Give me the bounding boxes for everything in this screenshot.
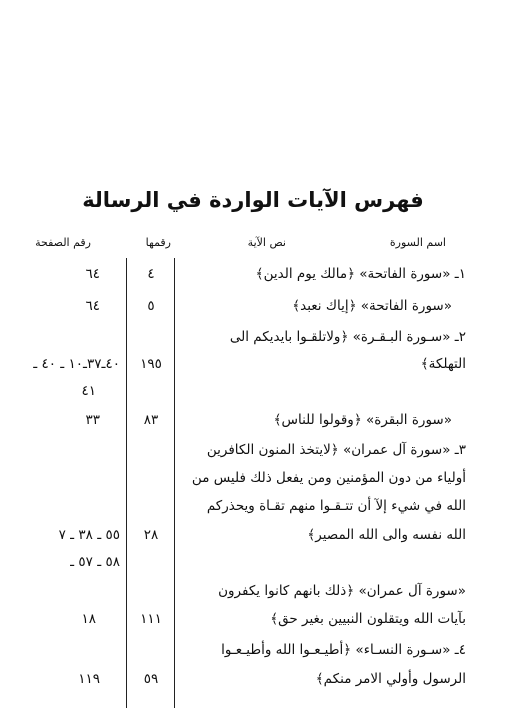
page-reference: ٦٤ xyxy=(85,298,100,314)
verse-line: ٤ـ «سـورة النسـاء» ﴿أطيـعـوا الله وأطيـعـوا xyxy=(221,642,466,658)
verse-line: «سورة البقرة» ﴿وقولوا للناس﴾ xyxy=(273,412,452,428)
page-title: فهرس الآيات الواردة في الرسالة xyxy=(82,188,424,212)
column-divider-verse xyxy=(174,258,175,708)
verse-line: أولياء من دون المؤمنين ومن يفعل ذلك فليس من xyxy=(191,470,466,486)
verse-line: ٢ـ «سـورة البـقـرة» ﴿ولاتلقـوا بايديكم الى xyxy=(229,329,466,345)
verse-line: التهلكة﴾ xyxy=(420,356,466,372)
column-divider-number xyxy=(126,258,127,708)
verse-line: الله نفسه والى الله المصير﴾ xyxy=(307,527,466,543)
page-reference: ٣٣ xyxy=(85,412,100,428)
verse-line: ١ـ «سورة الفاتحة» ﴿مالك يوم الدين﴾ xyxy=(255,266,466,282)
verse-line: «سورة الفاتحة» ﴿إياك نعبد﴾ xyxy=(292,298,452,314)
verse-line: الله في شيء إلآ أن تتـقـوا منهم تقـاة ويحذركم xyxy=(206,498,466,514)
page-reference: ١٨ xyxy=(81,611,96,627)
page-reference: ١١٩ xyxy=(78,671,100,687)
verse-line: ٣ـ «سورة آل عمران» ﴿لايتخذ المنون الكافرين xyxy=(206,442,466,458)
verse-number: ١٩٥ xyxy=(140,356,162,372)
verse-number: ٥ xyxy=(147,298,155,314)
page-reference: ٤١ xyxy=(81,383,96,399)
verse-number: ٥٩ xyxy=(143,671,159,687)
verse-line: بآيات الله ويتقلون النبيين بغير حق﴾ xyxy=(270,611,466,627)
page-reference: ٥٨ ـ ٥٧ ـ xyxy=(70,554,120,570)
header-verse: نص الآية xyxy=(247,236,286,249)
verse-number: ١١١ xyxy=(140,611,162,627)
header-page: رقم الصفحة xyxy=(35,236,91,249)
verse-number: ٨٣ xyxy=(143,412,159,428)
verse-line: «سورة آل عمران» ﴿ذلك بانهم كانوا يكفرون xyxy=(218,583,466,599)
verse-number: ٤ xyxy=(147,266,155,282)
page-reference: ٤٠ـ٣٧ـ١٠ ـ ٤٠ ـ xyxy=(33,356,120,372)
verse-number: ٢٨ xyxy=(143,527,159,543)
page-reference: ٦٤ xyxy=(85,266,100,282)
header-surah: اسم السورة xyxy=(389,236,446,249)
verse-line: الرسول وأولي الامر منكم﴾ xyxy=(315,671,466,687)
page-reference: ٥٥ ـ ٣٨ ـ ٧ xyxy=(58,527,120,543)
header-number: رقمها xyxy=(145,236,171,249)
